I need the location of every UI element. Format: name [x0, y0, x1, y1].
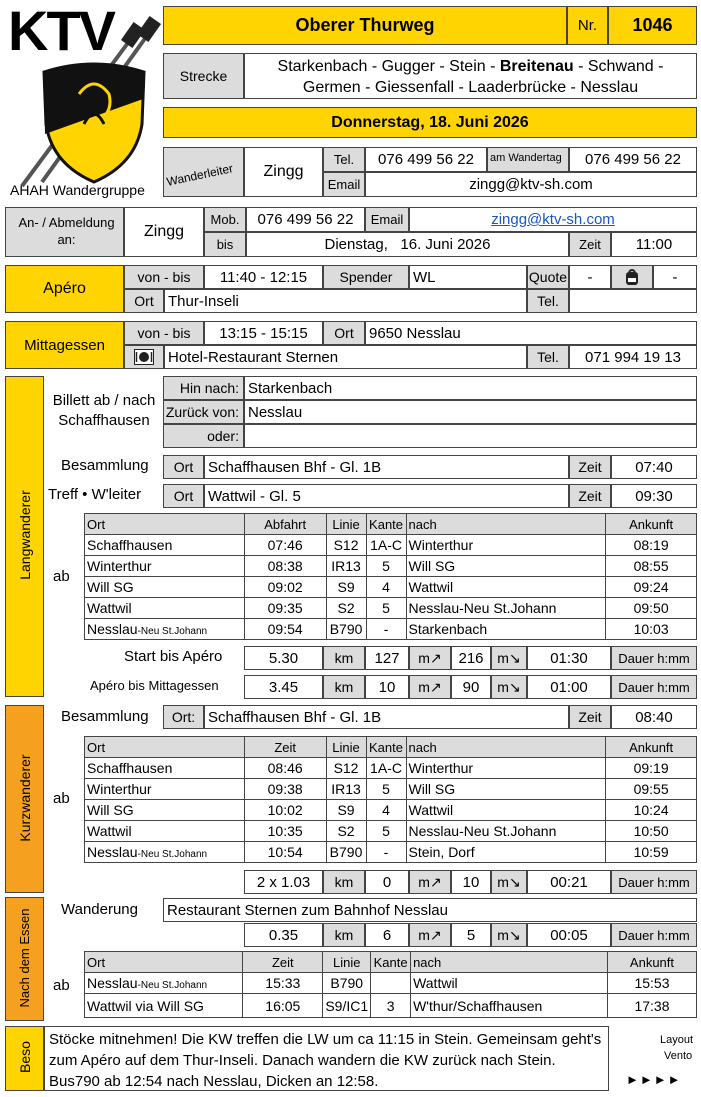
plate-icon [124, 345, 164, 369]
row-zeit: 16:05 [243, 994, 323, 1018]
registration-bis: Dienstag, 16. Juni 2026 [246, 232, 569, 257]
row-ankunft: 08:19 [606, 535, 697, 556]
treff-zeit-label: Zeit [569, 484, 611, 508]
row-kante: - [366, 619, 406, 640]
apero-label: Apéro [5, 265, 124, 313]
row-linie: B790 [326, 619, 366, 640]
table-row [85, 619, 697, 640]
row-nach: Winterthur [406, 758, 606, 779]
row-ort: Schaffhausen [85, 535, 245, 556]
row-linie: B790 [326, 842, 366, 863]
row-nach: Nesslau-Neu St.Johann [406, 598, 606, 619]
kurz-timetable [84, 736, 697, 863]
stat-km-label: km [323, 675, 365, 699]
row-zeit: 09:02 [244, 577, 326, 598]
footer-author: Vento [664, 1050, 693, 1062]
row-linie: S2 [326, 598, 366, 619]
row-ort: Nesslau-Neu St.Johann [85, 842, 245, 863]
stat-down-label: m↘ [491, 923, 527, 947]
leader-day-label: am Wandertag [487, 147, 569, 172]
row-zeit: 10:02 [244, 800, 326, 821]
row-kante: 4 [366, 577, 406, 598]
col-ankunft: Ankunft [606, 737, 697, 758]
row-ankunft: 10:03 [606, 619, 697, 640]
lunch-restaurant: Hotel-Restaurant Sternen [164, 345, 527, 369]
registration-email-link[interactable]: zingg@ktv-sh.com [409, 207, 697, 232]
kurz-besammlung-zeit-label: Zeit [569, 705, 611, 729]
lunch-tel: 071 994 19 13 [569, 345, 697, 369]
col-linie: Linie [326, 514, 366, 535]
row-ort: Wattwil via Will SG [85, 994, 243, 1018]
table-row [85, 598, 697, 619]
stat-dauer-value: 01:30 [527, 646, 611, 670]
row-kante: 5 [366, 598, 406, 619]
row-zeit: 09:38 [244, 779, 326, 800]
route-label: Strecke [163, 53, 244, 99]
row-nach: Starkenbach [406, 619, 606, 640]
apero-spender: WL [409, 265, 527, 289]
apero-quote-label: Quote [527, 265, 569, 289]
lunch-ort: 9650 Nesslau [365, 321, 697, 345]
lang-side-label: Langwanderer [17, 490, 33, 580]
lunch-label: Mittagessen [5, 321, 124, 369]
col-linie: Linie [326, 737, 366, 758]
row-linie: S12 [326, 758, 366, 779]
stat-up-label: m↗ [409, 675, 451, 699]
table-row [85, 994, 697, 1018]
leader-email-label: Email [323, 172, 365, 197]
registration-zeit: 11:00 [611, 232, 697, 257]
event-date: Donnerstag, 18. Juni 2026 [163, 107, 697, 138]
treff-label: Treff • W'leiter [48, 486, 142, 503]
kurz-side-panel [5, 705, 44, 893]
page-title: Oberer Thurweg [163, 6, 567, 45]
stat-km-label: km [323, 870, 365, 894]
stat-dauer-value: 01:00 [527, 675, 611, 699]
timetable-header [85, 737, 697, 758]
stat-down-label: m↘ [491, 675, 527, 699]
stat-up-value: 127 [365, 646, 409, 670]
beso-side-panel [5, 1026, 44, 1091]
oder-value [244, 424, 697, 448]
row-linie: B790 [323, 973, 371, 994]
col-nach: nach [411, 952, 608, 973]
lang-besammlung-zeit-label: Zeit [569, 455, 611, 479]
plate-glyph-icon [134, 349, 154, 365]
stat-dauer-label: Dauer h:mm [611, 870, 697, 894]
stat-down-value: 90 [451, 675, 491, 699]
col-linie: Linie [323, 952, 371, 973]
stat-km-value: 0.35 [244, 923, 323, 947]
logo [4, 0, 162, 200]
row-nach: Winterthur [406, 535, 606, 556]
row-zeit: 09:54 [244, 619, 326, 640]
lang-ab-label: ab [53, 568, 70, 585]
row-ort: Wattwil [85, 821, 245, 842]
stat-down-value: 10 [451, 870, 491, 894]
backpack-glyph-icon [624, 268, 640, 286]
row-ankunft: 10:59 [606, 842, 697, 863]
kurz-besammlung-zeit: 08:40 [611, 705, 697, 729]
col-ort: Ort [85, 514, 245, 535]
stat-down-value: 5 [451, 923, 491, 947]
apero-tel-label: Tel. [527, 289, 569, 313]
route-line-1: Starkenbach - Gugger - Stein - Breitenau - Schwand - [277, 58, 664, 75]
leader-email[interactable]: zingg@ktv-sh.com [365, 172, 697, 197]
stat-km-label: km [323, 923, 365, 947]
row-ankunft: 17:38 [607, 994, 696, 1018]
row-nach: Stein, Dorf [406, 842, 606, 863]
col-ankunft: Ankunft [606, 514, 697, 535]
stat-up-label: m↗ [409, 870, 451, 894]
registration-bis-label: bis [204, 232, 246, 257]
row-ort: Wattwil [85, 598, 245, 619]
col-zeit: Zeit [243, 952, 323, 973]
table-row [85, 556, 697, 577]
zurueck-label: Zurück von: [163, 400, 244, 424]
stat-km-value: 2 x 1.03 [244, 870, 323, 894]
row-ankunft: 10:24 [606, 800, 697, 821]
leader-label: Wanderleiter [165, 161, 235, 189]
hin-label: Hin nach: [163, 376, 244, 400]
row-kante: - [366, 842, 406, 863]
backpack-icon [611, 265, 653, 289]
registration-zeit-label: Zeit [569, 232, 611, 257]
lunch-ort-label: Ort [323, 321, 365, 345]
logo-text: KTV [8, 0, 114, 62]
row-linie: S9 [326, 577, 366, 598]
nach-side-label: Nach dem Essen [17, 908, 32, 1008]
lunch-vonbis-label: von - bis [124, 321, 204, 345]
row-kante: 3 [371, 994, 411, 1018]
leader-tel-label: Tel. [323, 147, 365, 172]
table-row [85, 821, 697, 842]
table-row [85, 800, 697, 821]
row-nach: Wattwil [406, 800, 606, 821]
beso-label: Beso [17, 1041, 33, 1073]
kurz-besammlung-label: Besammlung [61, 708, 149, 725]
table-row [85, 842, 697, 863]
lunch-tel-label: Tel. [527, 345, 569, 369]
row-zeit: 10:35 [244, 821, 326, 842]
row-ort: Nesslau-Neu St.Johann [85, 973, 243, 994]
nr-label: Nr. [567, 6, 608, 45]
lang-besammlung-ort-label: Ort [163, 455, 204, 479]
row-linie: S2 [326, 821, 366, 842]
stat-km-value: 5.30 [244, 646, 323, 670]
lang-besammlung-ort: Schaffhausen Bhf - Gl. 1B [204, 455, 569, 479]
kurz-ab-label: ab [53, 790, 70, 807]
col-ort: Ort [85, 737, 245, 758]
col-ankunft: Ankunft [607, 952, 696, 973]
nach-timetable [84, 951, 697, 1018]
row-ort: Winterthur [85, 779, 245, 800]
shield-poles-icon [4, 4, 162, 200]
registration-mob: 076 499 56 22 [246, 207, 365, 232]
row-ankunft: 09:55 [606, 779, 697, 800]
row-ankunft: 15:53 [607, 973, 696, 994]
nach-ab-label: ab [53, 977, 70, 994]
table-row [85, 535, 697, 556]
apero-vonbis-label: von - bis [124, 265, 204, 289]
stat-up-value: 6 [365, 923, 409, 947]
wanderung-value: Restaurant Sternen zum Bahnhof Nesslau [163, 898, 697, 922]
row-ankunft: 09:50 [606, 598, 697, 619]
apero-spender-label: Spender [323, 265, 409, 289]
row-ankunft: 10:50 [606, 821, 697, 842]
row-ort: Will SG [85, 577, 245, 598]
row-nach: Wattwil [406, 577, 606, 598]
stat-km-value: 3.45 [244, 675, 323, 699]
row-ort: Schaffhausen [85, 758, 245, 779]
timetable-header [85, 514, 697, 535]
stat-up-value: 0 [365, 870, 409, 894]
leader-tel: 076 499 56 22 [365, 147, 487, 172]
stat-apero-mittag-label: Apéro bis Mittagessen [90, 678, 219, 693]
table-row [85, 973, 697, 994]
row-linie: S12 [326, 535, 366, 556]
row-ankunft: 08:55 [606, 556, 697, 577]
nr-value: 1046 [608, 6, 697, 45]
row-kante: 5 [366, 556, 406, 577]
apero-ort-label: Ort [124, 289, 164, 313]
stat-dauer-value: 00:21 [527, 870, 611, 894]
row-ort: Will SG [85, 800, 245, 821]
treff-ort: Wattwil - Gl. 5 [204, 484, 569, 508]
stat-down-label: m↘ [491, 646, 527, 670]
row-zeit: 15:33 [243, 973, 323, 994]
stat-km-label: km [323, 646, 365, 670]
col-nach: nach [406, 514, 606, 535]
stat-up-value: 10 [365, 675, 409, 699]
stat-down-value: 216 [451, 646, 491, 670]
col-zeit: Zeit [244, 737, 326, 758]
footer-layout: Layout [660, 1034, 694, 1046]
stat-dauer-value: 00:05 [527, 923, 611, 947]
lang-besammlung-label: Besammlung [61, 457, 149, 474]
stat-start-apero-label: Start bis Apéro [124, 648, 223, 665]
stat-dauer-label: Dauer h:mm [611, 675, 697, 699]
col-abfahrt: Abfahrt [244, 514, 326, 535]
row-nach: Wattwil [411, 973, 608, 994]
leader-day-tel: 076 499 56 22 [569, 147, 697, 172]
col-nach: nach [406, 737, 606, 758]
apero-tel [569, 289, 697, 313]
leader-label-box [163, 147, 244, 197]
stat-dauer-label: Dauer h:mm [611, 923, 697, 947]
stat-up-label: m↗ [409, 923, 451, 947]
hin-value: Starkenbach [244, 376, 697, 400]
billett-label: Billett ab / nach Schaffhausen [52, 392, 156, 429]
apero-vonbis: 11:40 - 12:15 [204, 265, 323, 289]
registration-email-label: Email [365, 207, 409, 232]
row-kante: 1A-C [366, 758, 406, 779]
timetable-header [85, 952, 697, 973]
group-name: AHAH Wandergruppe [10, 182, 145, 198]
kurz-besammlung-ort-label: Ort: [163, 705, 204, 729]
row-kante: 4 [366, 800, 406, 821]
row-kante: 1A-C [366, 535, 406, 556]
row-zeit: 10:54 [244, 842, 326, 863]
lang-timetable [84, 513, 697, 640]
row-nach: Nesslau-Neu St.Johann [406, 821, 606, 842]
col-ort: Ort [85, 952, 243, 973]
route-box [244, 53, 697, 99]
table-row [85, 577, 697, 598]
nach-side-panel [5, 897, 44, 1021]
treff-zeit: 09:30 [611, 484, 697, 508]
row-kante [371, 973, 411, 994]
lang-besammlung-zeit: 07:40 [611, 455, 697, 479]
row-ankunft: 09:19 [606, 758, 697, 779]
registration-label: An- / Abmeldung an: [5, 207, 124, 257]
row-zeit: 07:46 [244, 535, 326, 556]
table-row [85, 779, 697, 800]
row-zeit: 09:35 [244, 598, 326, 619]
col-kante: Kante [371, 952, 411, 973]
row-ankunft: 09:24 [606, 577, 697, 598]
row-zeit: 08:46 [244, 758, 326, 779]
row-zeit: 08:38 [244, 556, 326, 577]
kurz-side-label: Kurzwanderer [17, 754, 33, 842]
beso-text: Stöcke mitnehmen! Die KW treffen die LW um ca 11:15 in Stein. Gemeinsam geht's zum Apéro auf dem Thur-Inseli. Danach wandern die KW zurück nach Stein. Bus790 ab 12:54 nach Nesslau, Dicken an 12:58. [44, 1026, 609, 1091]
next-page-arrows-icon[interactable]: ►►►► [626, 1072, 682, 1087]
apero-ort: Thur-Inseli [164, 289, 527, 313]
row-nach: Will SG [406, 556, 606, 577]
row-ort: Nesslau-Neu St.Johann [85, 619, 245, 640]
route-line-2: Germen - Giessenfall - Laaderbrücke - Nesslau [302, 79, 639, 96]
apero-quote-2: - [653, 265, 697, 289]
table-row [85, 758, 697, 779]
row-ort: Winterthur [85, 556, 245, 577]
stat-down-label: m↘ [491, 870, 527, 894]
row-kante: 5 [366, 779, 406, 800]
registration-mob-label: Mob. [204, 207, 246, 232]
apero-quote-1: - [569, 265, 611, 289]
kurz-besammlung-ort: Schaffhausen Bhf - Gl. 1B [204, 705, 569, 729]
col-kante: Kante [366, 514, 406, 535]
row-linie: IR13 [326, 779, 366, 800]
row-nach: Will SG [406, 779, 606, 800]
row-linie: S9/IC1 [323, 994, 371, 1018]
col-kante: Kante [366, 737, 406, 758]
zurueck-value: Nesslau [244, 400, 697, 424]
row-linie: S9 [326, 800, 366, 821]
row-linie: IR13 [326, 556, 366, 577]
row-nach: W'thur/Schaffhausen [411, 994, 608, 1018]
stat-up-label: m↗ [409, 646, 451, 670]
leader-name: Zingg [244, 147, 323, 197]
stat-dauer-label: Dauer h:mm [611, 646, 697, 670]
wanderung-label: Wanderung [61, 901, 138, 918]
lunch-vonbis: 13:15 - 15:15 [204, 321, 323, 345]
lang-side-panel [5, 376, 44, 697]
treff-ort-label: Ort [163, 484, 204, 508]
registration-name: Zingg [124, 207, 204, 257]
oder-label: oder: [163, 424, 244, 448]
row-kante: 5 [366, 821, 406, 842]
